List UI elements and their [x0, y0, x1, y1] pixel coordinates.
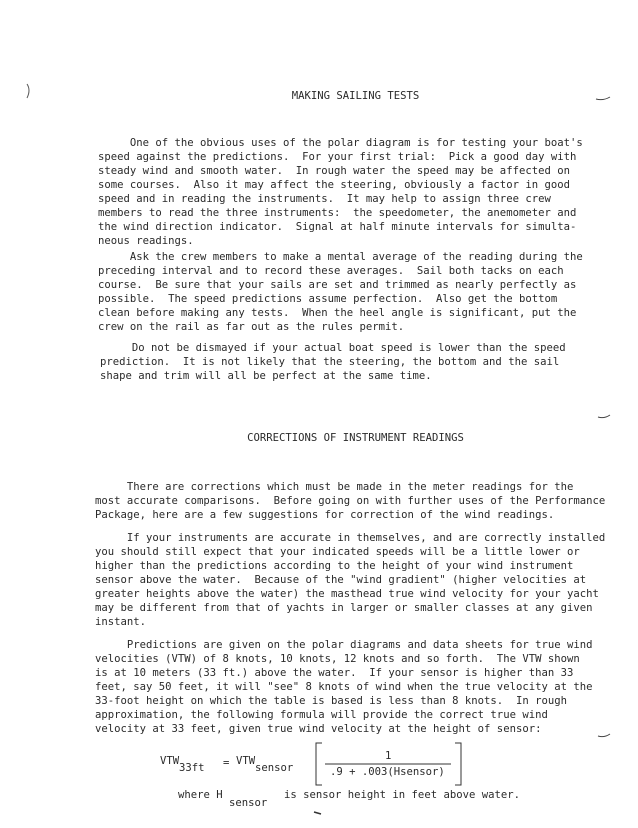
formula-where-subscript: sensor: [229, 797, 268, 809]
text-line: some courses. Also it may affect the steering, obviously a factor in good: [98, 179, 570, 191]
text-line: Package, here are a few suggestions for correction of the wind readings.: [95, 509, 555, 521]
formula-lhs-subscript: 33ft: [179, 762, 205, 774]
text-line: shape and trim will all be perfect at the same time.: [100, 370, 432, 382]
left-bracket-icon: [316, 743, 322, 785]
right-bracket-icon: [455, 743, 461, 785]
page-title: MAKING SAILING TESTS: [291, 90, 420, 102]
text-line: sensor above the water. Because of the "wind gradient" (higher velocities at: [95, 574, 587, 586]
text-line: you should still expect that your indicated speeds will be a little lower or: [95, 546, 580, 558]
section-heading-corrections: CORRECTIONS OF INSTRUMENT READINGS: [247, 432, 464, 444]
text-line: Do not be dismayed if your actual boat speed is lower than the speed: [100, 342, 566, 354]
text-line: velocity at 33 feet, given true wind velocity at the height of sensor:: [95, 723, 542, 735]
text-line: approximation, the following formula will provide the correct true wind: [95, 709, 548, 721]
text-line: possible. The speed predictions assume perfection. Also get the bottom: [98, 293, 558, 305]
text-line: greater heights above the water) the masthead true wind velocity for your yacht: [95, 588, 599, 600]
text-line: neous readings.: [98, 235, 194, 247]
text-line: members to read the three instruments: the speedometer, the anemometer and: [98, 207, 577, 219]
text-line: If your instruments are accurate in themselves, and are correctly installed: [95, 532, 606, 544]
text-line: 33-foot height on which the table is based is less than 8 knots. In rough: [95, 695, 567, 707]
formula-rhs-main: VTW: [236, 755, 256, 767]
text-line: velocities (VTW) of 8 knots, 10 knots, 12 knots and so forth. The VTW shown: [95, 653, 580, 665]
formula-lhs-main: VTW: [160, 755, 180, 767]
margin-mark: [598, 734, 610, 737]
margin-mark: [598, 415, 610, 418]
text-line: speed and in reading the instruments. It may help to assign three crew: [98, 193, 551, 205]
text-line: There are corrections which must be made in the meter readings for the: [95, 481, 574, 493]
text-line: prediction. It is not likely that the steering, the bottom and the sail: [100, 356, 560, 368]
text-line: One of the obvious uses of the polar diagram is for testing your boat's: [98, 137, 583, 149]
formula-numerator: 1: [385, 750, 392, 762]
text-line: preceding interval and to record these averages. Sail both tacks on each: [98, 265, 564, 277]
text-line: steady wind and smooth water. In rough water the speed may be affected on: [98, 165, 570, 177]
text-line: Ask the crew members to make a mental average of the reading during the: [98, 251, 583, 263]
text-line: instant.: [95, 616, 147, 628]
formula-denominator: .9 + .003(Hsensor): [330, 766, 445, 778]
text-line: higher than the predictions according to the height of your wind instrument: [95, 560, 574, 572]
text-line: crew on the rail as far out as the rules permit.: [98, 321, 405, 333]
formula-equals: =: [223, 757, 230, 769]
text-line: speed against the predictions. For your first trial: Pick a good day with: [98, 151, 577, 163]
text-line: most accurate comparisons. Before going on with further uses of the Performance: [95, 495, 606, 507]
text-line: is at 10 meters (33 ft.) above the water. If your sensor is higher than 33: [95, 667, 574, 679]
text-line: may be different from that of yachts in larger or smaller classes at any given: [95, 602, 593, 614]
formula-where-suffix: is sensor height in feet above water.: [284, 789, 520, 801]
text-line: feet, say 50 feet, it will "see" 8 knots of wind when the true velocity at the: [95, 681, 593, 693]
text-line: Predictions are given on the polar diagrams and data sheets for true wind: [95, 639, 593, 651]
formula-rhs-subscript: sensor: [255, 762, 294, 774]
text-line: course. Be sure that your sails are set and trimmed as nearly perfectly as: [98, 279, 577, 291]
margin-mark: [314, 812, 321, 814]
text-line: clean before making any tests. When the heel angle is significant, put the: [98, 307, 577, 319]
text-line: the wind direction indicator. Signal at half minute intervals for simulta-: [98, 221, 577, 233]
formula-where-prefix: where H: [178, 789, 223, 801]
